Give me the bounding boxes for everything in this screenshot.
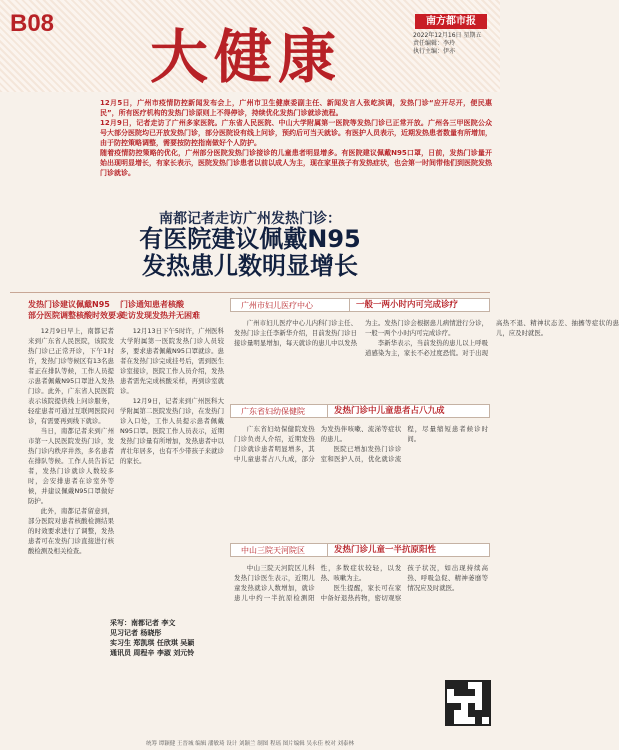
section-3-body (234, 563, 488, 673)
left-paragraph: 此外，南都记者留意到，部分医院对患者核酸检测结果的时效要求进行了调整，发热患者可在发热门诊直接进行核酸检测及相关检查。 (28, 507, 114, 555)
left-column-title (28, 299, 128, 321)
credit-line: 通讯员 周程辛 李淑 刘元铃 (110, 649, 195, 657)
middle-paragraph: 12月13日下午5时许，广州医科大学附属第一医院发热门诊人员较多，要求患者佩戴N95口罩就诊。患者在发热门诊完成挂号后，需到医生诊室接诊，医院工作人员介绍，发热患者需先完成核酸采样，再到诊室就诊。 (120, 327, 224, 395)
credit-line: 见习记者 杨晓彤 (110, 629, 162, 637)
chief-editor-line: 执行主编：伊亦 (413, 48, 456, 55)
lead-paragraph: 12月5日，广州市疫情防控新闻发布会上，广州市卫生健康委副主任、新闻发言人张屹滨调，发热门诊“应开尽开，便民惠民”，所有医疗机构的发热门诊原则上不得停诊，持续优化发热门诊就诊流程。 (100, 99, 492, 117)
section-paragraph: 医院已增加发热门诊诊室和医护人员，优化就诊流程，尽量缩短患者候诊时间。 (320, 425, 488, 463)
credit-line: 采写：南都记者 李文 (110, 619, 176, 627)
article-credits (110, 618, 230, 658)
section-hospital: 中山三院天河院区 (241, 546, 305, 555)
section-2-body (234, 424, 488, 534)
paper-logo: 南方都市报 (415, 14, 487, 29)
middle-title-line-1: 门诊通知患者核酸 (120, 300, 184, 309)
page-code: B08 (10, 10, 55, 37)
section-tag: 发热门诊儿童一半抗原阳性 (327, 544, 442, 556)
lead-paragraph: 随着疫情防控策略的优化，广州部分医院发热门诊接诊的儿童患者明显增多。有医院建议佩戴N95口罩，日前，发热门诊量开始出现明显增长，有家长表示，医院发热门诊患者以前以成人为主，现在家里孩子有发热症状，也会第一时间带他们到医院发热门诊就诊。 (100, 149, 492, 177)
section-bar-1 (230, 298, 490, 312)
section-paragraph: 医生提醒，家长可在家中备好退热药物，密切观察孩子状况，如出现持续高热、呼吸急促、精神萎靡等情况应及时就医。 (320, 564, 488, 602)
section-paragraph: 广东省妇幼保健院发热门诊负责人介绍，近期发热门诊就诊患者明显增多，其中儿童患者占八九成，部分为发热伴咳嗽、流涕等症状的患儿。 (234, 425, 402, 463)
section-hospital: 广州市妇儿医疗中心 (241, 301, 313, 310)
left-title-line-1: 发热门诊建议佩戴N95 (28, 300, 110, 309)
issue-date: 2022年12月16日 星期五 (413, 32, 482, 39)
headline (0, 226, 500, 280)
qr-code (445, 680, 491, 726)
section-paragraph: 李新华表示，当前发热的患儿以上呼吸道感染为主，家长不必过度恐慌。对于出现高热不退、精神状态差、抽搐等症状的患儿，应及时就医。 (365, 319, 619, 357)
section-bar-3 (230, 543, 490, 557)
lead-paragraphs (100, 98, 492, 178)
section-hospital: 广东省妇幼保健院 (241, 407, 305, 416)
section-tag: 发热门诊中儿童患者占八九成 (327, 405, 451, 417)
left-column-body (28, 326, 114, 736)
section-1-body (234, 318, 619, 364)
editor-line: 责任编辑：李玲 (413, 40, 456, 47)
left-paragraph: 当日，南都记者来到广州市第一人民医院发热门诊，发热门诊内秩序井然，多名患者在排队等候。工作人员告诉记者，发热门诊就诊人数较多时，会安排患者在诊室外等候，并建议佩戴N95口罩做好防护。 (28, 427, 114, 505)
page-footer: 统筹 谭颖健 王晋城 编辑 潘敏琦 设计 刘颖兰 制图 程瑶 图片编辑 吴永佳 校对 刘泰林 (146, 741, 354, 747)
middle-paragraph: 12月9日，记者来到广州医科大学附属第二医院发热门诊，在发热门诊入口处，工作人员提示患者佩戴N95口罩。医院工作人员表示，近期发热门诊量有所增加，发热患者中以青壮年居多，也有不少带孩子来就诊的家长。 (120, 397, 224, 465)
section-bar-2 (230, 404, 490, 418)
divider (10, 292, 490, 293)
section-paragraph: 广州市妇儿医疗中心儿内科门诊主任、发热门诊主任李新华介绍，目前发热门诊日接诊量明显增加，每天就诊的患儿中以发热为主。发热门诊会根据患儿病情进行分诊，一般一两个小时内可完成诊疗。 (234, 319, 488, 347)
section-tag: 一般一两小时内可完成诊疗 (349, 299, 464, 311)
lead-paragraph: 12月9日，记者走访了广州多家医院。广东省人民医院、中山大学附属第一医院等发热门诊已正常开放。广州各三甲医院公众号大部分医院均已开放发热门诊，部分医院设有线上问诊，预约后可当天就诊。有医护人员表示，近期发热患者数量有所增加，由于防控策略调整，需要按防控指南做好个人防护。 (100, 119, 492, 147)
credit-line: 实习生 郑凯琪 任欣琪 吴颖 (110, 639, 195, 647)
middle-title-line-2: 走访发现发热并无困难 (120, 311, 200, 320)
left-paragraph: 12月9日早上，南都记者来到广东省人民医院，该院发热门诊已正常开诊，下午1时许，发热门诊等候区有13名患者正在排队等候，工作人员提示患者佩戴N95口罩进入发热门诊。此外，广东省人民医院表示该院提供线上问诊服务，轻症患者可通过互联网医院问诊，有需要再到线下就诊。 (28, 327, 114, 425)
headline-line-1: 有医院建议佩戴N95 (139, 225, 361, 253)
middle-column-title (120, 299, 230, 321)
headline-line-2: 发热患儿数明显增长 (142, 252, 358, 280)
middle-column-body (120, 326, 224, 616)
section-paragraph: 中山三院天河院区儿科发热门诊医生表示，近期儿童发热就诊人数增加，就诊患儿中约一半抗原检测阳性，多数症状较轻，以发热、咳嗽为主。 (234, 564, 402, 602)
section-title: 大健康 (150, 23, 343, 91)
left-title-line-2: 部分医院调整核酸时效要求 (28, 311, 124, 320)
headline-kicker: 南都记者走访广州发热门诊： (159, 211, 341, 227)
issue-meta (413, 32, 493, 56)
